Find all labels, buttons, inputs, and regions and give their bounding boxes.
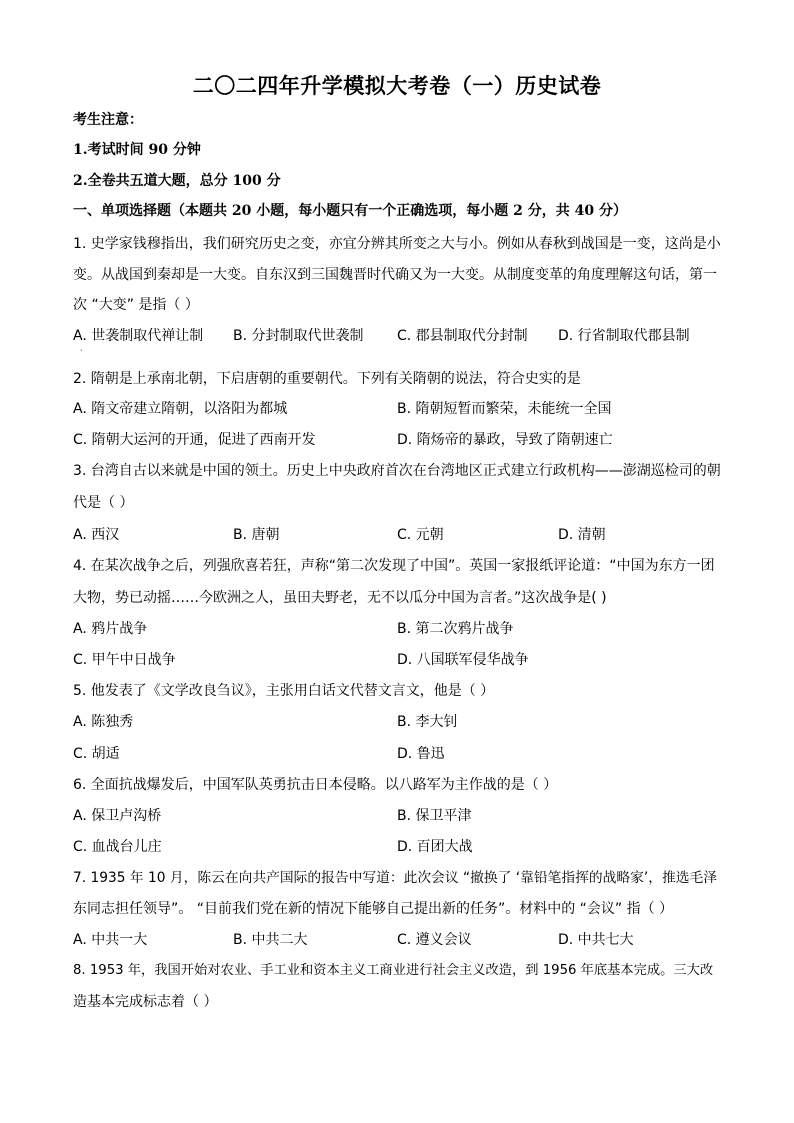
question-4-option-c: C. 甲午中日战争	[73, 652, 176, 668]
question-3-option-b: B. 唐朝	[233, 527, 280, 543]
question-5-option-c: C. 胡适	[73, 746, 120, 762]
question-4-option-a: A. 鸦片战争	[73, 621, 148, 637]
question-4-option-d: D. 八国联军侵华战争	[397, 652, 529, 668]
question-4-option-b: B. 第二次鸦片战争	[397, 621, 514, 637]
question-4-line-1: 4. 在某次战争之后，列强欣喜若狂，声称“第二次发现了中国”。英国一家报纸评论道：“中国为东方一团	[73, 558, 715, 574]
question-2-option-a: A. 隋文帝建立隋朝，以洛阳为都城	[73, 401, 288, 417]
question-6-option-a: A. 保卫卢沟桥	[73, 808, 162, 824]
question-1-option-b: B. 分封制取代世袭制	[233, 328, 364, 344]
question-7-line-2: 东同志担任领导”。 “目前我们党在新的情况下能够自己提出新的任务”。材料中的 “会议” 指（ ）	[73, 901, 674, 917]
question-1-option-d: D. 行省制取代郡县制	[558, 328, 690, 344]
question-5-option-b: B. 李大钊	[397, 714, 458, 730]
question-3-line-2: 代是（ ）	[73, 495, 134, 511]
question-7-option-a: A. 中共一大	[73, 932, 148, 948]
notice-item-1: 1.考试时间 90 分钟	[73, 142, 201, 158]
stray-mark: ·	[80, 346, 83, 355]
question-7-line-1: 7. 1935 年 10 月，陈云在向共产国际的报告中写道：此次会议 “撤换了 ‘靠铅笔指挥的战略家’，推选毛泽	[73, 870, 717, 886]
question-6-option-c: C. 血战台儿庄	[73, 839, 162, 855]
notice-item-2: 2.全卷共五道大题，总分 100 分	[73, 173, 281, 189]
question-1-line-3: 次 “大变” 是指（ ）	[73, 297, 199, 313]
question-3-option-d: D. 清朝	[558, 527, 606, 543]
exam-title: 二〇二四年升学模拟大考卷（一）历史试卷	[192, 73, 602, 98]
question-2-line-1: 2. 隋朝是上承南北朝，下启唐朝的重要朝代。下列有关隋朝的说法，符合史实的是	[73, 371, 581, 387]
question-8-line-2: 造基本完成标志着（ ）	[73, 994, 218, 1010]
question-3-option-c: C. 元朝	[397, 527, 444, 543]
question-2-option-b: B. 隋朝短暂而繁荣，未能统一全国	[397, 401, 612, 417]
question-6-line-1: 6. 全面抗战爆发后，中国军队英勇抗击日本侵略。以八路军为主作战的是（ ）	[73, 777, 558, 793]
question-7-option-b: B. 中共二大	[233, 932, 308, 948]
question-1-line-2: 变。从战国到秦却是一大变。自东汉到三国魏晋时代确又为一大变。从制度变革的角度理解这句话，第一	[73, 267, 717, 283]
question-5-option-a: A. 陈独秀	[73, 714, 134, 730]
question-1-option-a: A. 世袭制取代禅让制	[73, 328, 204, 344]
question-7-option-d: D. 中共七大	[558, 932, 634, 948]
question-1-option-c: C. 郡县制取代分封制	[397, 328, 528, 344]
question-6-option-d: D. 百团大战	[397, 839, 473, 855]
question-7-option-c: C. 遵义会议	[397, 932, 472, 948]
notice-heading: 考生注意：	[73, 112, 143, 128]
question-8-line-1: 8. 1953 年，我国开始对农业、手工业和资本主义工商业进行社会主义改造，到 1956 年底基本完成。三大改	[73, 963, 714, 978]
question-5-option-d: D. 鲁迅	[397, 746, 445, 762]
question-3-line-1: 3. 台湾自古以来就是中国的领土。历史上中央政府首次在台湾地区正式建立行政机构——澎湖巡检司的朝	[73, 463, 721, 479]
question-1-line-1: 1. 史学家钱穆指出，我们研究历史之变，亦宜分辨其所变之大与小。例如从春秋到战国是一变，这尚是小	[73, 236, 721, 252]
question-3-option-a: A. 西汉	[73, 527, 120, 543]
question-6-option-b: B. 保卫平津	[397, 808, 472, 824]
question-5-line-1: 5. 他发表了《文学改良刍议》，主张用白话文代替文言文，他是（ ）	[73, 683, 495, 699]
question-4-line-2: 大物，势已动摇……今欧洲之人，虽田夫野老，无不以瓜分中国为言者。”这次战争是( )	[73, 590, 607, 606]
section-heading: 一、单项选择题（本题共 20 小题，每小题只有一个正确选项，每小题 2 分，共 40 分）	[73, 203, 627, 219]
question-2-option-d: D. 隋炀帝的暴政，导致了隋朝速亡	[397, 432, 613, 448]
question-2-option-c: C. 隋朝大运河的开通，促进了西南开发	[73, 432, 316, 448]
